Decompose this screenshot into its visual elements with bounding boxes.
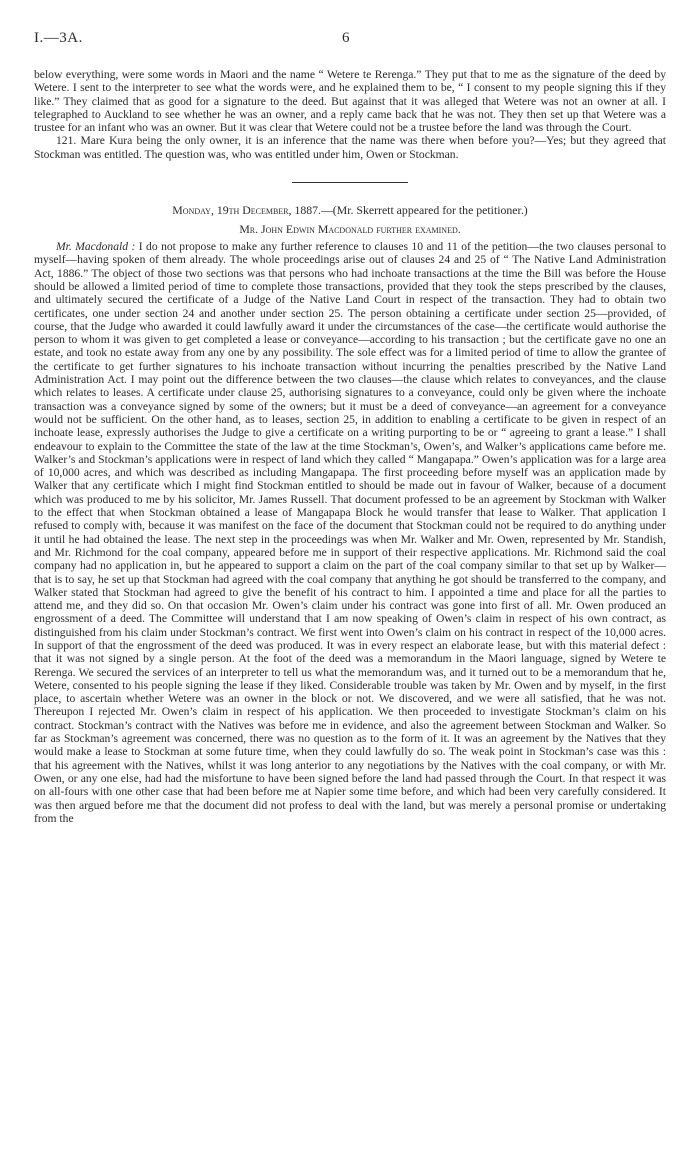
witness-heading: Mr. John Edwin Macdonald further examined. bbox=[239, 222, 461, 237]
page-number: 6 bbox=[342, 30, 350, 46]
testimony-text: I do not propose to make any further reference to clauses 10 and 11 of the petition—the two clauses personal to myself—having spoken of them already. The whole proceedings arise out of clauses 24 and 25 of “ The Native Land Administration Act, 1886.” The object of those two sections was that persons who had inchoate transactions at the time the Bill was before the House should be allowed a limited period of time to complete those transactions, provided that they took the steps prescribed by the clauses, and ultimately secured the certificate of a Judge of the Native Land Court in respect of the transaction. They had to obtain two certificates, one under section 24 and another under section 25. The person obtaining a certificate under section 25—provided, of course, that the Judge who awarded it could lawfully award it under the circumstances of the case—the certificate would authorise the person to whom it was given to get completed a lease or conveyance—according to his transaction ; but the certificate gave no one an estate, and took no estate away from any one by any possibility. The sole effect was for a limited period of time to allow the grantee of the certificate to get further signatures to his inchoate transaction without incurring the penalties prescribed by the Native Land Administration Act. I may point out the difference between the two clauses—the clause which relates to conveyances, and the clause which relates to leases. A certificate under clause 25, authorising signatures to a conveyance, could only be given where the inchoate transaction was a conveyance signed by some of the owners; but it must be a deed of conveyance—an agreement for a conveyance would not be sufficient. On the other hand, as to leases, section 25, in addition to enabling a certificate to be given in respect of an inchoate lease, expressly authorises the Judge to give a certificate on a writing purporting to be or “ agreeing to grant a lease.” I shall endeavour to explain to the Committee the state of the law at the time Stockman’s, Owen’s, and Walker’s applications came before me. Walker’s and Stockman’s applications were in respect of land which they called “ Mangapapa.” Owen’s application was for a large area of 10,000 acres, and which was described as including Mangapapa. The first proceeding before myself was an application made by Walker that any certificate which I might find Stockman entitled to should be made out in favour of Walker, because of a document which was produced to me by his solicitor, Mr. James Russell. That document professed to be an agreement by Stockman with Walker to the effect that when Stockman obtained a lease of Mangapapa Block he would transfer that lease to Walker. That application I refused to comply with, because it was manifest on the face of the document that Stockman could not be required to do anything under it until he had obtained the lease. The next step in the proceedings was when Mr. Walker and Mr. Owen, represented by Mr. Standish, and Mr. Richmond for the coal company, appeared before me in support of their respective applications. Mr. Richmond said the coal company had no application in, but he appeared to support a claim on the part of the coal company similar to that set up by Walker—that is to say, he set up that Stockman had agreed with the coal company that anything he got should be transferred to the company, and Walker stated that Stockman had agreed to give the benefit of his contract to him. I appointed a time and place for all the parties to attend me, and they did so. On that occasion Mr. Owen’s claim under his contract was gone into first of all. Mr. Owen produced an engrossment of a deed. The Committee will understand that I am now speaking of Owen’s claim in respect of his own contract, as distinguished from his claim under Stockman’s contract. We first went into Owen’s claim on his contract in respect of the 10,000 acres. In support of that the engrossment of the deed was produced. It was in every respect an elaborate lease, but with this material defect : that it was not signed by a single person. At the foot of the deed was a memorandum in the Maori language, signed by Wetere te Rerenga. We secured the services of an interpreter to tell us what the memorandum was, and it turned out to be a memorandum that he, Wetere, consented to his people signing the lease if they liked. Considerable trouble was taken by Mr. Owen and by myself, in the first place, to ascertain whether Wetere was an owner in the block or not. We discovered, and we were all satisfied, that he was not. Thereupon I rejected Mr. Owen’s claim in respect of his application. We then proceeded to investigate Stockman’s claim on his contract. Stockman’s contract with the Natives was before me in evidence, and also the agreement between Stockman and Walker. So far as Stockman’s agreement was concerned, there was no question as to the form of it. It was an agreement by the Natives that they would make a lease to Stockman at some future time, when they could lawfully do so. The weak point in Stockman’s case was this : that his agreement with the Natives, whilst it was long anterior to any negotiations by the Natives with the coal company, or with Mr. Owen, or any one else, had had the misfortune to have been signed before the land had passed through the Court. In that respect it was on all-fours with one other case that had been before me at Napier some time before, and which had been very carefully considered. It was then argued before me that the document did not profess to deal with the land, but was merely a personal promise or undertaking from the bbox=[34, 240, 666, 825]
speaker-name: Mr. Macdonald : bbox=[56, 240, 136, 254]
session-date-heading bbox=[34, 203, 666, 217]
paragraph-macdonald-testimony bbox=[34, 240, 666, 825]
paragraph-continued-testimony: below everything, were some words in Maori and the name “ Wetere te Rerenga.” They put that to me as the signature of the deed by Wetere. I sent to the interpreter to see what the words were, and he explained them to be, “ I consent to my people signing this if they like.” They claimed that as good for a signature to the deed. But against that it was alleged that Wetere was not an owner at all. I telegraphed to Auckland to see whether he was an owner, and a reply came back that he was not. They then set up that Wetere was a trustee for an infant who was an owner. But it was clear that Wetere could not be a trustee before the land was through the Court. bbox=[34, 68, 666, 135]
paragraph-question-121: 121. Mare Kura being the only owner, it is an inference that the name was there when before you?—Yes; but they agreed that Stockman was entitled. The question was, who was entitled under him, Owen or Stockman. bbox=[34, 134, 666, 161]
section-divider bbox=[292, 182, 408, 183]
parliamentary-paper-reference: I.—3A. bbox=[34, 30, 83, 46]
session-date: Monday, 19th December, 1887. bbox=[172, 203, 321, 218]
session-note: —(Mr. Skerrett appeared for the petitioner.) bbox=[321, 203, 528, 218]
document-page bbox=[34, 28, 666, 825]
page-header bbox=[34, 28, 666, 52]
